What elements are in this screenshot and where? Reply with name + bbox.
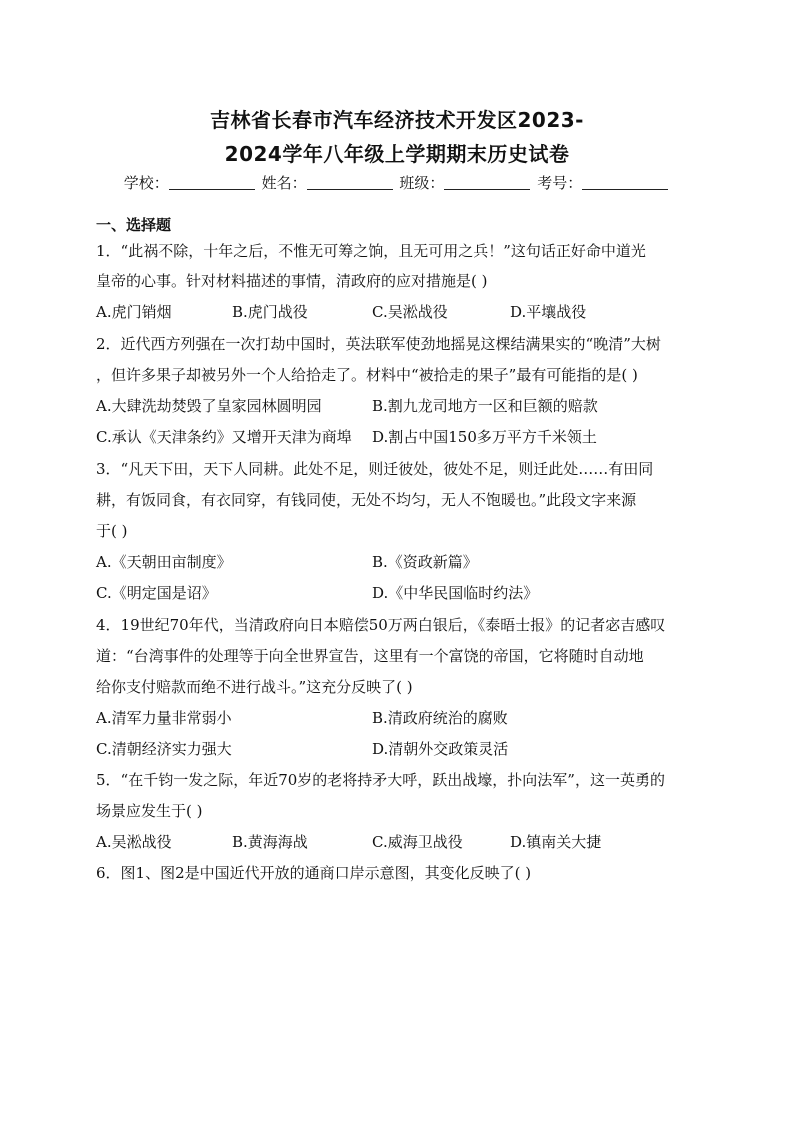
question-2-line-1: 2．近代西方列强在一次打劫中国时，英法联军使劲地摇晃这棵结满果实的“晚清”大树 [96, 335, 661, 353]
question-3-line-2: 耕，有饭同食，有衣同穿，有钱同使，无处不均匀，无人不饱暖也。”此段文字来源 [96, 491, 637, 509]
name-blank [307, 175, 393, 190]
question-1-option-c: C.吴淞战役 [372, 303, 448, 321]
question-2-option-a: A.大肆洗劫焚毁了皇家园林圆明园 [96, 397, 322, 415]
question-5-option-b: B.黄海海战 [232, 833, 308, 851]
question-5-line-2: 场景应发生于( ) [96, 802, 203, 820]
class-label: 班级： [399, 174, 445, 192]
question-6-line-1: 6．图1、图2是中国近代开放的通商口岸示意图，其变化反映了( ) [96, 864, 532, 882]
question-2-line-2: ，但许多果子却被另外一个人给拾走了。材料中“被拾走的果子”最有可能指的是( ) [96, 366, 638, 384]
question-3-option-b: B.《资政新篇》 [372, 553, 478, 571]
question-4-line-3: 给你支付赔款而绝不进行战斗。”这充分反映了( ) [96, 678, 413, 696]
section-heading: 一、选择题 [96, 216, 172, 234]
question-5-line-1: 5．“在千钧一发之际，年近70岁的老将持矛大呼，跃出战壕，扑向法军”，这一英勇的 [96, 771, 665, 789]
question-4-line-2: 道：“台湾事件的处理等于向全世界宣告，这里有一个富饶的帝国，它将随时自动地 [96, 647, 644, 665]
question-1-line-1: 1．“此祸不除，十年之后，不惟无可筹之饷，且无可用之兵！”这句话正好命中道光 [96, 242, 646, 260]
question-1-line-2: 皇帝的心事。针对材料描述的事情，清政府的应对措施是( ) [96, 272, 488, 290]
question-1-option-d: D.平壤战役 [510, 303, 587, 321]
question-5-option-c: C.威海卫战役 [372, 833, 463, 851]
question-4-option-b: B.清政府统治的腐败 [372, 709, 508, 727]
question-2-option-b: B.割九龙司地方一区和巨额的赔款 [372, 397, 598, 415]
exam-number-label: 考号： [537, 174, 583, 192]
question-3-option-a: A.《天朝田亩制度》 [96, 553, 232, 571]
question-1-option-b: B.虎门战役 [232, 303, 308, 321]
question-3-line-1: 3．“凡天下田，天下人同耕。此处不足，则迁彼处，彼处不足，则迁此处……有田同 [96, 460, 654, 478]
student-info-row [0, 172, 794, 193]
exam-title-line2: 2024学年八年级上学期期末历史试卷 [224, 142, 570, 166]
question-4-option-d: D.清朝外交政策灵活 [372, 740, 509, 758]
question-4-option-c: C.清朝经济实力强大 [96, 740, 232, 758]
question-1-option-a: A.虎门销烟 [96, 303, 172, 321]
question-4-line-1: 4．19世纪70年代，当清政府向日本赔偿50万两白银后，《泰晤士报》的记者宓吉感叹 [96, 616, 666, 634]
exam-title-line1: 吉林省长春市汽车经济技术开发区2023- [210, 108, 584, 132]
school-label: 学校： [123, 174, 169, 192]
school-blank [169, 175, 255, 190]
question-2-option-d: D.割占中国150多万平方千米领土 [372, 428, 597, 446]
name-label: 姓名： [261, 174, 307, 192]
question-3-option-c: C.《明定国是诏》 [96, 584, 217, 602]
question-3-option-d: D.《中华民国临时约法》 [372, 584, 539, 602]
class-blank [444, 175, 530, 190]
question-3-line-3: 于( ) [96, 522, 128, 540]
question-2-option-c: C.承认《天津条约》又增开天津为商埠 [96, 428, 352, 446]
exam-number-blank [582, 175, 668, 190]
question-4-option-a: A.清军力量非常弱小 [96, 709, 232, 727]
question-5-option-a: A.吴淞战役 [96, 833, 172, 851]
question-5-option-d: D.镇南关大捷 [510, 833, 602, 851]
